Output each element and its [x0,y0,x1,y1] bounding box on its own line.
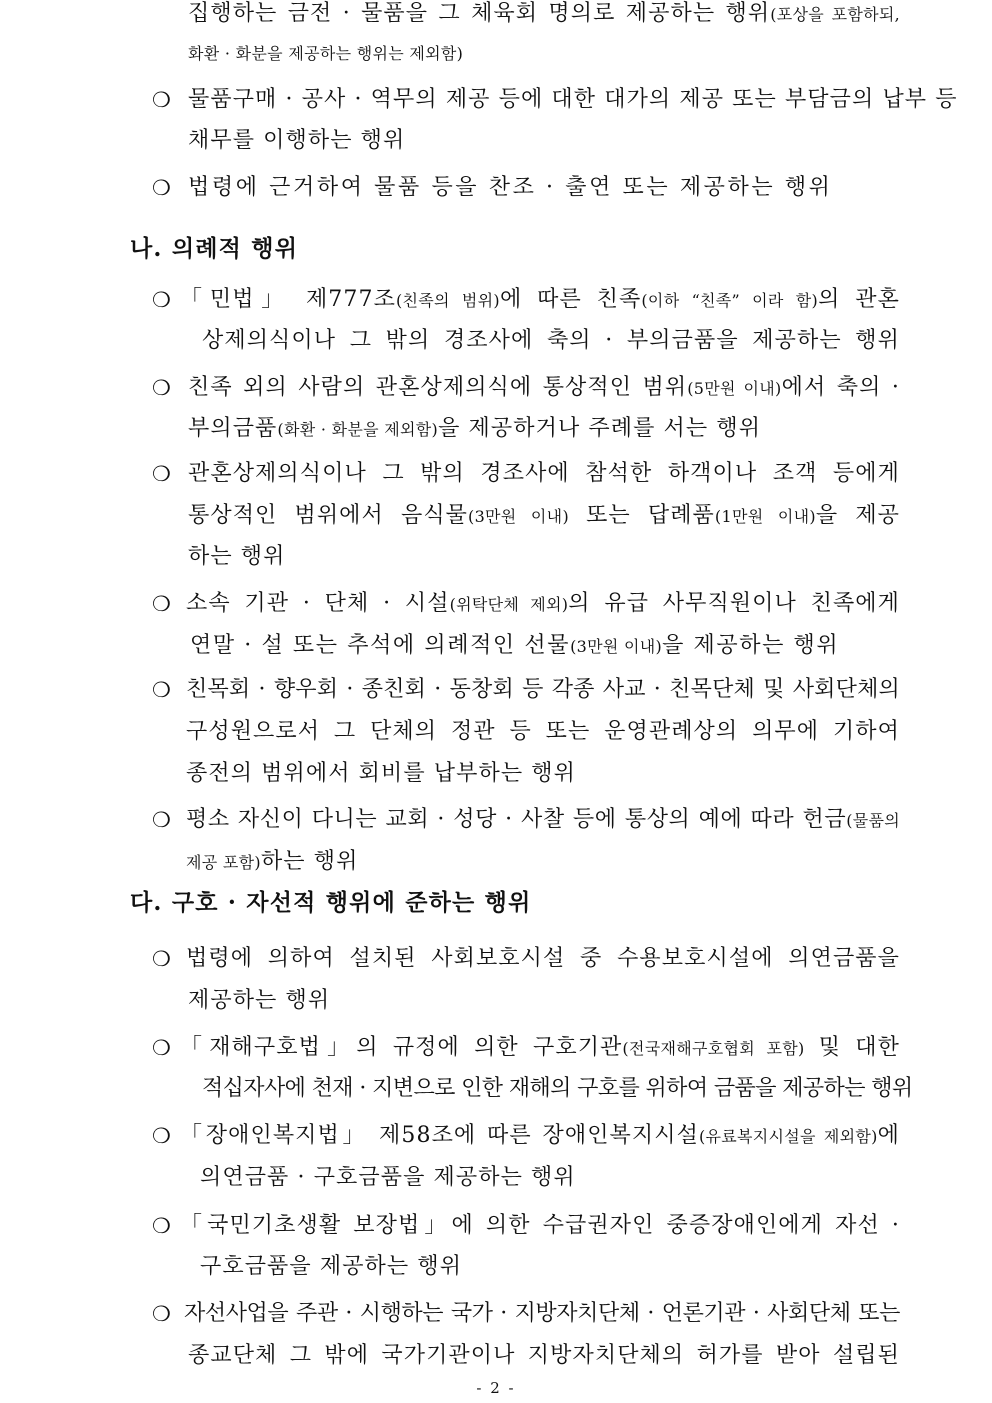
item-c1-line-1: 법령에 의하여 설치된 사회보호시설 중 수용보호시설에 의연금품을 [186,946,900,971]
item-c1-line-2: 제공하는 행위 [188,988,331,1013]
bullet-icon: ❍ [152,808,171,832]
item-c3-line-2: 의연금품 · 구호금품을 제공하는 행위 [200,1165,576,1190]
bullet-icon: ❍ [152,947,171,971]
bullet-icon: ❍ [152,678,171,702]
section-heading-na: 나. 의례적 행위 [130,235,299,262]
item-b3-line-1: 관혼상제의식이나 그 밖의 경조사에 참석한 하객이나 조객 등에게 [188,461,900,486]
item-b6-line-2: 제공 포함)하는 행위 [186,849,359,874]
item-a2-line-1: 법령에 근거하여 물품 등을 찬조 · 출연 또는 제공하는 행위 [188,175,833,200]
item-c2-line-1: 「재해구호법」의 규정에 의한 구호기관(전국재해구호협회 포함) 및 대한 [180,1035,901,1060]
intro-line-1: 집행하는 금전 · 물품을 그 체육회 명의로 제공하는 행위(포상을 포함하되, [188,1,900,26]
item-b1-line-1: 「민법」 제777조(친족의 범위)에 따른 친족(이하 “친족” 이라 함)의 관혼 [180,287,900,312]
bullet-icon: ❍ [152,1036,171,1060]
item-c3-line-1: 「장애인복지법」 제58조에 따른 장애인복지시설(유료복지시설을 제외함)에 [180,1123,900,1148]
item-b3-line-3: 하는 행위 [188,544,286,569]
item-c5-line-2: 종교단체 그 밖에 국가기관이나 지방자치단체의 허가를 받아 설립된 [188,1343,900,1368]
bullet-icon: ❍ [152,376,171,400]
bullet-icon: ❍ [152,1302,171,1326]
bullet-icon: ❍ [152,288,171,312]
item-b1-line-2: 상제의식이나 그 밖의 경조사에 축의 · 부의금품을 제공하는 행위 [202,328,900,353]
item-b5-line-1: 친목회 · 향우회 · 종친회 · 동창회 등 각종 사교 · 친목단체 및 사회단체의 [186,677,900,702]
item-b6-line-1: 평소 자신이 다니는 교회 · 성당 · 사찰 등에 통상의 예에 따라 헌금(물품의 [186,807,900,832]
item-b5-line-3: 종전의 범위에서 회비를 납부하는 행위 [186,761,577,786]
item-b4-line-2: 연말 · 설 또는 추석에 의례적인 선물(3만원 이내)을 제공하는 행위 [190,633,840,658]
bullet-icon: ❍ [152,462,171,486]
item-b2-line-1: 친족 외의 사람의 관혼상제의식에 통상적인 범위(5만원 이내)에서 축의 · [188,375,900,400]
item-b2-line-2: 부의금품(화환 · 화분을 제외함)을 제공하거나 주례를 서는 행위 [188,416,762,441]
item-c4-line-1: 「국민기초생활 보장법」에 의한 수급권자인 중증장애인에게 자선 · [180,1213,900,1238]
item-c5-line-1: 자선사업을 주관 · 시행하는 국가 · 지방자치단체 · 언론기관 · 사회단체 또는 [184,1301,900,1326]
item-c2-line-2: 적십자사에 천재 · 지변으로 인한 재해의 구호를 위하여 금품을 제공하는 행위 [202,1076,913,1101]
item-b5-line-2: 구성원으로서 그 단체의 정관 등 또는 운영관례상의 의무에 기하여 [186,719,900,744]
item-b4-line-1: 소속 기관 · 단체 · 시설(위탁단체 제외)의 유급 사무직원이나 친족에게 [186,591,901,616]
bullet-icon: ❍ [152,88,171,112]
page-number: - 2 - [476,1379,516,1397]
bullet-icon: ❍ [152,1214,171,1238]
intro-line-2: 화환 · 화분을 제공하는 행위는 제외함) [188,44,464,63]
item-a1-line-2: 채무를 이행하는 행위 [188,128,406,153]
bullet-icon: ❍ [152,176,171,200]
item-a1-line-1: 물품구매 · 공사 · 역무의 제공 등에 대한 대가의 제공 또는 부담금의 납부 등 [188,87,958,112]
bullet-icon: ❍ [152,592,171,616]
section-heading-da: 다. 구호 · 자선적 행위에 준하는 행위 [130,889,532,916]
item-b3-line-2: 통상적인 범위에서 음식물(3만원 이내) 또는 답례품(1만원 이내)을 제공 [188,503,901,528]
item-c4-line-2: 구호금품을 제공하는 행위 [200,1254,463,1279]
bullet-icon: ❍ [152,1124,171,1148]
